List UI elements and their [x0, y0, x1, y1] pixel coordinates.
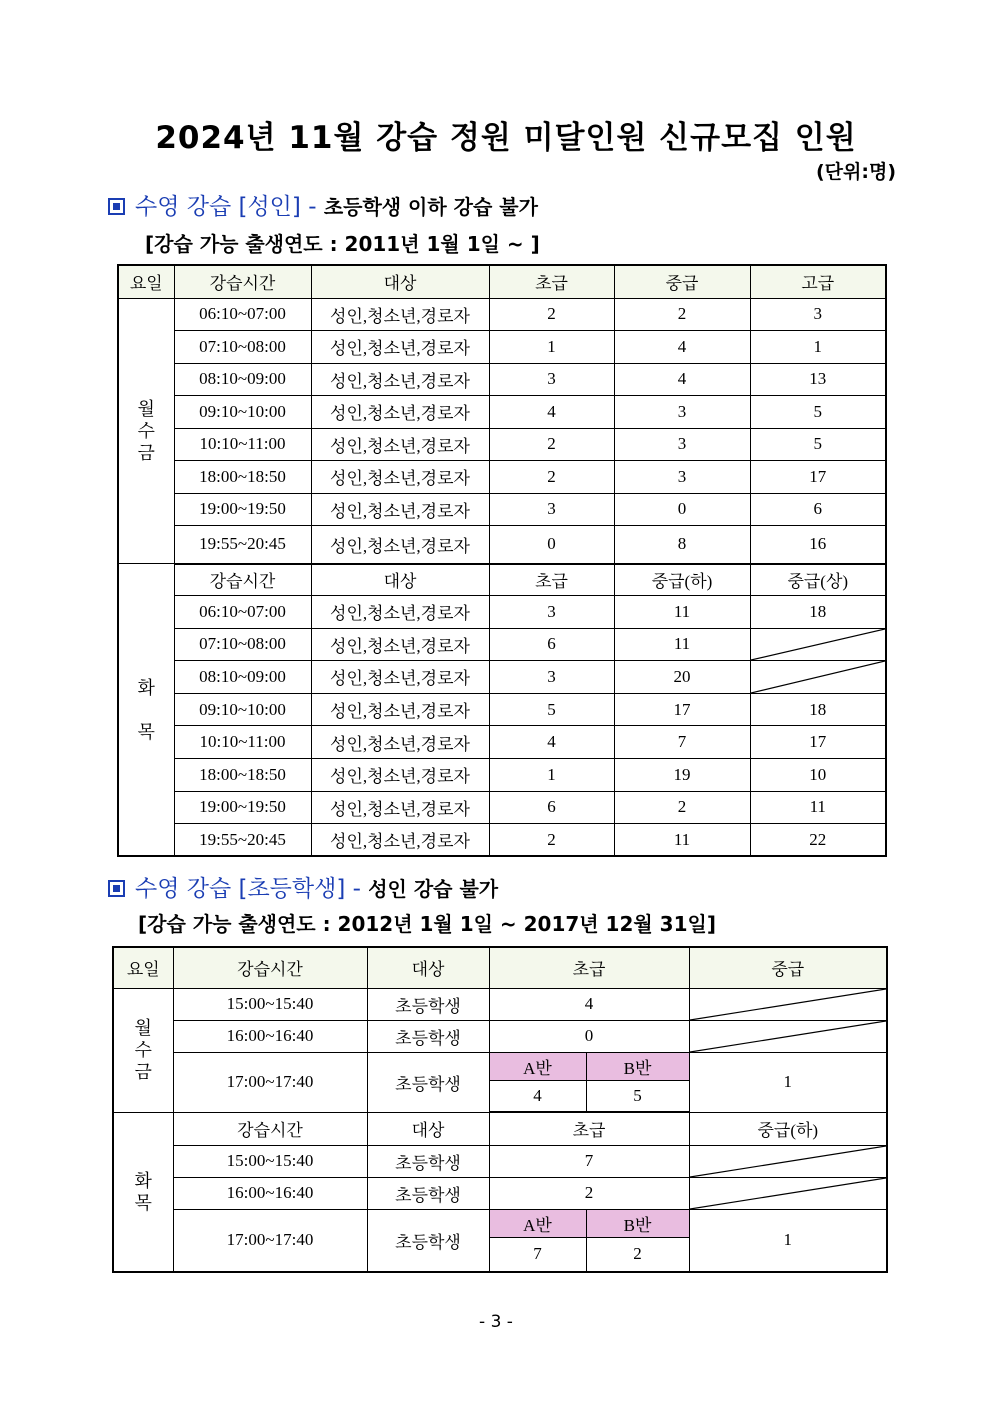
value-cell: 4: [489, 1080, 586, 1112]
column-header: 대상: [311, 564, 489, 596]
section2-label: 수영 강습 [초등학생]: [135, 876, 346, 902]
value-cell: 2: [586, 1237, 689, 1272]
target-cell: 성인,청소년,경로자: [311, 493, 489, 526]
class-a-label: A반: [489, 1209, 586, 1237]
elementary-schedule-table: [112, 946, 888, 1273]
value-cell: 5: [489, 693, 614, 726]
value-cell: 18: [750, 693, 886, 726]
time-cell: 10:10~11:00: [174, 726, 311, 759]
target-cell: 성인,청소년,경로자: [311, 628, 489, 661]
time-cell: 18:00~18:50: [174, 461, 311, 494]
value-cell: 1: [489, 758, 614, 791]
empty-diagonal-cell: [689, 988, 887, 1020]
value-cell: 11: [614, 628, 750, 661]
column-header: 초급: [489, 265, 614, 298]
section1-note: 초등학생 이하 강습 불가: [323, 195, 538, 219]
column-header: 요일: [118, 265, 174, 298]
value-cell: 2: [489, 461, 614, 494]
column-header: 초급: [489, 1112, 689, 1145]
time-cell: 10:10~11:00: [174, 428, 311, 461]
target-cell: 성인,청소년,경로자: [311, 758, 489, 791]
target-cell: 성인,청소년,경로자: [311, 461, 489, 494]
column-header: 대상: [311, 265, 489, 298]
time-cell: 08:10~09:00: [174, 363, 311, 396]
empty-diagonal-cell: [689, 1177, 887, 1209]
value-cell: 3: [489, 661, 614, 694]
time-cell: 16:00~16:40: [173, 1020, 367, 1052]
column-header: 강습시간: [174, 265, 311, 298]
value-cell: 20: [614, 661, 750, 694]
class-a-label: A반: [489, 1052, 586, 1080]
value-cell: 0: [489, 1020, 689, 1052]
value-cell: 7: [489, 1237, 586, 1272]
column-header: 중급: [689, 947, 887, 988]
target-cell: 성인,청소년,경로자: [311, 298, 489, 331]
table-row: [118, 493, 886, 526]
value-cell: 2: [489, 1177, 689, 1209]
day-label: 월 수 금: [113, 988, 173, 1112]
value-cell: 1: [689, 1209, 887, 1272]
table-row: [118, 824, 886, 857]
column-header: 대상: [367, 1112, 489, 1145]
time-cell: 06:10~07:00: [174, 596, 311, 629]
empty-diagonal-cell: [689, 1020, 887, 1052]
value-cell: 17: [750, 726, 886, 759]
value-cell: 7: [489, 1145, 689, 1177]
time-cell: 07:10~08:00: [174, 331, 311, 364]
adult-schedule-table: [117, 264, 887, 857]
square-bullet-icon: [108, 880, 125, 897]
page-title: 2024년 11월 강습 정원 미달인원 신규모집 인원: [155, 120, 857, 156]
value-cell: 8: [614, 526, 750, 564]
value-cell: 6: [750, 493, 886, 526]
column-header: 강습시간: [174, 564, 311, 596]
table-row: [118, 726, 886, 759]
section1-label: 수영 강습 [성인]: [135, 194, 301, 220]
target-cell: 성인,청소년,경로자: [311, 726, 489, 759]
value-cell: 4: [489, 988, 689, 1020]
target-cell: 성인,청소년,경로자: [311, 428, 489, 461]
time-cell: 15:00~15:40: [173, 1145, 367, 1177]
table-row: [113, 1020, 887, 1052]
section1-dash: -: [300, 194, 324, 220]
time-cell: 16:00~16:40: [173, 1177, 367, 1209]
target-cell: 초등학생: [367, 1052, 489, 1112]
section1-birth-years: [강습 가능 출생연도 : 2011년 1월 1일 ~ ]: [145, 232, 540, 256]
target-cell: 성인,청소년,경로자: [311, 396, 489, 429]
column-header: 대상: [367, 947, 489, 988]
value-cell: 3: [614, 428, 750, 461]
class-b-label: B반: [586, 1052, 689, 1080]
unit-label: (단위:명): [815, 161, 896, 183]
table-row: [113, 1052, 887, 1080]
value-cell: 3: [489, 596, 614, 629]
value-cell: 4: [614, 331, 750, 364]
table-row: [118, 526, 886, 564]
value-cell: 3: [614, 461, 750, 494]
column-header: 중급: [614, 265, 750, 298]
table-row: [118, 661, 886, 694]
column-header: 초급: [489, 947, 689, 988]
time-cell: 07:10~08:00: [174, 628, 311, 661]
target-cell: 성인,청소년,경로자: [311, 363, 489, 396]
column-header: 요일: [113, 947, 173, 988]
table-row: [118, 265, 886, 298]
time-cell: 08:10~09:00: [174, 661, 311, 694]
time-cell: 19:55~20:45: [174, 824, 311, 857]
target-cell: 성인,청소년,경로자: [311, 824, 489, 857]
value-cell: 2: [489, 824, 614, 857]
value-cell: 3: [750, 298, 886, 331]
value-cell: 2: [614, 298, 750, 331]
value-cell: 11: [614, 824, 750, 857]
target-cell: 성인,청소년,경로자: [311, 791, 489, 824]
time-cell: 19:00~19:50: [174, 791, 311, 824]
time-cell: 19:55~20:45: [174, 526, 311, 564]
value-cell: 5: [750, 428, 886, 461]
table-row: [118, 363, 886, 396]
value-cell: 1: [689, 1052, 887, 1112]
column-header: 강습시간: [173, 1112, 367, 1145]
value-cell: 18: [750, 596, 886, 629]
page-number: - 3 -: [479, 1312, 513, 1332]
table-row: [118, 596, 886, 629]
value-cell: 3: [614, 396, 750, 429]
table-row: [118, 331, 886, 364]
value-cell: 13: [750, 363, 886, 396]
value-cell: 1: [750, 331, 886, 364]
time-cell: 09:10~10:00: [174, 396, 311, 429]
table-row: [113, 1112, 887, 1145]
section2-note: 성인 강습 불가: [368, 877, 499, 901]
table-row: [113, 1177, 887, 1209]
time-cell: 19:00~19:50: [174, 493, 311, 526]
value-cell: 11: [614, 596, 750, 629]
value-cell: 19: [614, 758, 750, 791]
value-cell: 5: [586, 1080, 689, 1112]
column-header: 강습시간: [173, 947, 367, 988]
target-cell: 성인,청소년,경로자: [311, 526, 489, 564]
empty-diagonal-cell: [750, 628, 886, 661]
value-cell: 7: [614, 726, 750, 759]
value-cell: 0: [489, 526, 614, 564]
value-cell: 2: [489, 428, 614, 461]
column-header: 중급(하): [689, 1112, 887, 1145]
table-row: [118, 628, 886, 661]
target-cell: 초등학생: [367, 1020, 489, 1052]
section2-birth-years: [강습 가능 출생연도 : 2012년 1월 1일 ~ 2017년 12월 31일]: [138, 912, 716, 936]
empty-diagonal-cell: [750, 661, 886, 694]
table-row: [118, 693, 886, 726]
table-row: [113, 988, 887, 1020]
table-row: [118, 791, 886, 824]
value-cell: 16: [750, 526, 886, 564]
value-cell: 1: [489, 331, 614, 364]
table-row: [118, 461, 886, 494]
value-cell: 2: [614, 791, 750, 824]
time-cell: 15:00~15:40: [173, 988, 367, 1020]
time-cell: 06:10~07:00: [174, 298, 311, 331]
empty-diagonal-cell: [689, 1145, 887, 1177]
column-header: 초급: [489, 564, 614, 596]
value-cell: 0: [614, 493, 750, 526]
column-header: 중급(하): [614, 564, 750, 596]
target-cell: 성인,청소년,경로자: [311, 596, 489, 629]
value-cell: 5: [750, 396, 886, 429]
value-cell: 3: [489, 363, 614, 396]
target-cell: 초등학생: [367, 988, 489, 1020]
table-row: [118, 428, 886, 461]
section1-heading: [108, 188, 538, 221]
value-cell: 6: [489, 791, 614, 824]
value-cell: 11: [750, 791, 886, 824]
target-cell: 성인,청소년,경로자: [311, 661, 489, 694]
column-header: 중급(상): [750, 564, 886, 596]
value-cell: 22: [750, 824, 886, 857]
value-cell: 6: [489, 628, 614, 661]
column-header: 고급: [750, 265, 886, 298]
section2-dash: -: [345, 876, 369, 902]
day-label: 화 목: [113, 1112, 173, 1272]
table-row: [113, 1145, 887, 1177]
value-cell: 3: [489, 493, 614, 526]
value-cell: 4: [489, 726, 614, 759]
time-cell: 17:00~17:40: [173, 1209, 367, 1272]
day-label: 화 목: [118, 564, 174, 857]
table-row: [113, 1209, 887, 1237]
value-cell: 4: [489, 396, 614, 429]
value-cell: 17: [750, 461, 886, 494]
day-label: 월 수 금: [118, 298, 174, 564]
time-cell: 17:00~17:40: [173, 1052, 367, 1112]
table-row: [118, 564, 886, 596]
section2-heading: [108, 870, 498, 903]
table-row: [118, 758, 886, 791]
target-cell: 초등학생: [367, 1209, 489, 1272]
square-bullet-icon: [108, 198, 125, 215]
value-cell: 17: [614, 693, 750, 726]
target-cell: 초등학생: [367, 1145, 489, 1177]
time-cell: 18:00~18:50: [174, 758, 311, 791]
table-row: [118, 298, 886, 331]
table-row: [118, 396, 886, 429]
class-b-label: B반: [586, 1209, 689, 1237]
target-cell: 성인,청소년,경로자: [311, 331, 489, 364]
target-cell: 성인,청소년,경로자: [311, 693, 489, 726]
time-cell: 09:10~10:00: [174, 693, 311, 726]
value-cell: 2: [489, 298, 614, 331]
target-cell: 초등학생: [367, 1177, 489, 1209]
table-row: [113, 947, 887, 988]
value-cell: 4: [614, 363, 750, 396]
value-cell: 10: [750, 758, 886, 791]
